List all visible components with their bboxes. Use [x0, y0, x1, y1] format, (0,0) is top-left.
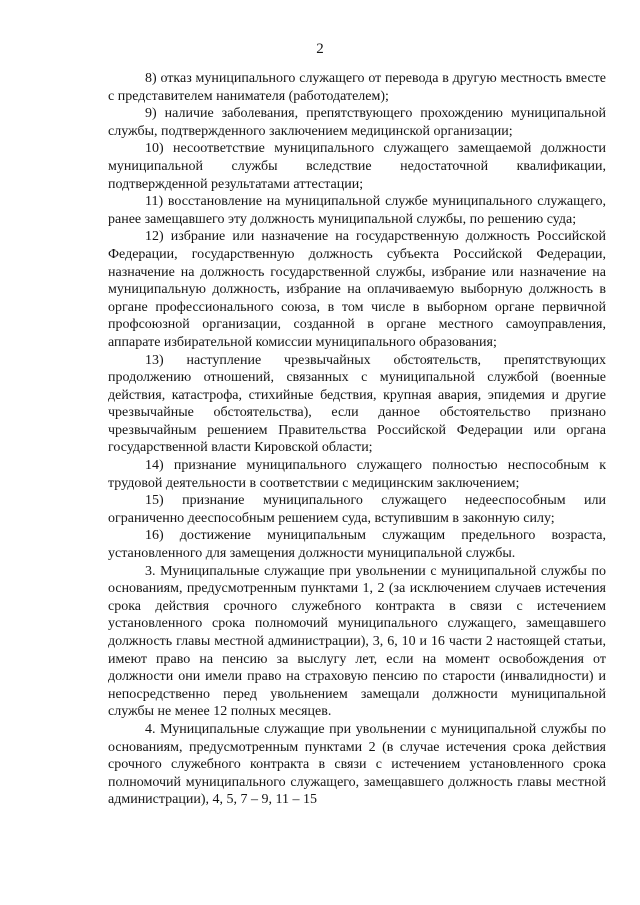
paragraph-item-12: 12) избрание или назначение на государственную должность Российской Федерации, государственную должность субъекта Российской Федерации, назначение на должность государственной службы, избрание или назначение на муниципальную должность, избрание на оплачиваемую выборную должность в органе профессионального союза, в том числе в выборном органе первичной профсоюзной организации, созданной в органе местного самоуправления, аппарате избирательной комиссии муниципального образования;: [108, 229, 606, 350]
paragraph-part-4: 4. Муниципальные служащие при увольнении с муниципальной службы по основаниям, предусмотренным пунктами 2 (в случае истечения срока действия срочного служебного контракта в связи с истечением установленного срока полномочий муниципального служащего, замещавшего должность главы местной администрации), 4, 5, 7 – 9, 11 – 15: [108, 721, 606, 808]
paragraph-part-3: 3. Муниципальные служащие при увольнении с муниципальной службы по основаниям, предусмотренным пунктами 1, 2 (за исключением случаев истечения срока действия срочного служебного контракта в связи с истечением установленного срока полномочий муниципального служащего, замещавшего должность главы местной администрации), 3, 6, 10 и 16 части 2 настоящей статьи, имеют право на пенсию за выслугу лет, если на момент освобождения от должности они имели право на страховую пенсию по старости (инвалидности) и непосредственно перед увольнением замещали должности муниципальной службы не менее 12 полных месяцев.: [108, 563, 606, 720]
paragraph-item-14: 14) признание муниципального служащего полностью неспособным к трудовой деятельности в соответствии с медицинским заключением;: [108, 458, 606, 491]
page-number: 2: [316, 41, 324, 57]
paragraph-item-11: 11) восстановление на муниципальной службе муниципального служащего, ранее замещавшего эту должность муниципальной службы, по решению суда;: [108, 194, 606, 227]
paragraph-item-8: 8) отказ муниципального служащего от перевода в другую местность вместе с представителем нанимателя (работодателем);: [108, 71, 606, 104]
document-body: [108, 70, 606, 809]
paragraph-item-9: 9) наличие заболевания, препятствующего прохождению муниципальной службы, подтвержденного заключением медицинской организации;: [108, 106, 606, 139]
paragraph-item-10: 10) несоответствие муниципального служащего замещаемой должности муниципальной службы вследствие недостаточной квалификации, подтвержденной результатами аттестации;: [108, 141, 606, 192]
paragraph-item-13: 13) наступление чрезвычайных обстоятельств, препятствующих продолжению отношений, связанных с муниципальной службой (военные действия, катастрофа, стихийные бедствия, крупная авария, эпидемия и другие чрезвычайные обстоятельства), если данное обстоятельство признано чрезвычайным решением Правительства Российской Федерации или органа государственной власти Кировской области;: [108, 352, 606, 456]
paragraph-item-15: 15) признание муниципального служащего недееспособным или ограниченно дееспособным решением суда, вступившим в законную силу;: [108, 493, 606, 526]
paragraph-item-16: 16) достижение муниципальным служащим предельного возраста, установленного для замещения должности муниципальной службы.: [108, 528, 606, 562]
